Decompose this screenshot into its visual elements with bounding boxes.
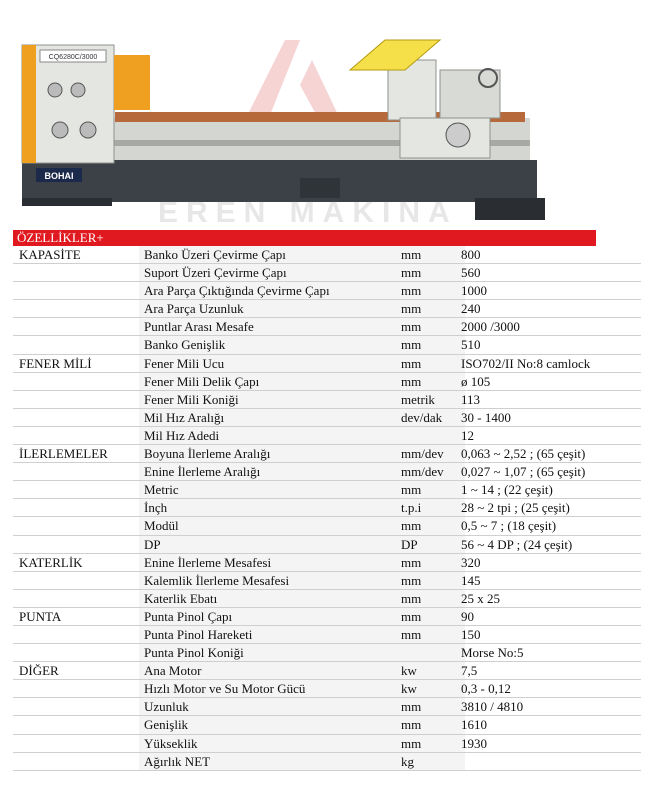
row-spec-name: Metric xyxy=(144,482,179,498)
row-spec-name: Banko Genişlik xyxy=(144,337,226,353)
row-value: 0,3 - 0,12 xyxy=(461,681,511,697)
row-category: İLERLEMELER xyxy=(19,446,108,462)
row-value: 0,063 ~ 2,52 ; (65 çeşit) xyxy=(461,446,586,462)
row-unit: mm xyxy=(401,319,422,335)
row-category: KAPASİTE xyxy=(19,247,81,262)
row-value: 1000 xyxy=(461,283,487,299)
table-row xyxy=(13,662,641,680)
row-value: 150 xyxy=(461,626,481,642)
table-row xyxy=(13,246,641,264)
row-spec-name: Yükseklik xyxy=(144,735,198,751)
row-spec-name: Ara Parça Çıktığında Çevirme Çapı xyxy=(144,283,330,299)
brand-badge-text: BOHAI xyxy=(44,171,74,181)
machine-photo xyxy=(0,0,655,226)
row-value: 1 ~ 14 ; (22 çeşit) xyxy=(461,482,553,498)
row-unit: mm xyxy=(401,626,422,642)
gear-knob xyxy=(71,83,85,97)
row-spec-name: Enine İlerleme Mesafesi xyxy=(144,554,272,570)
features-header: ÖZELLİKLER+ xyxy=(13,230,596,246)
row-spec-name: Ağırlık NET xyxy=(144,753,211,769)
row-spec-name: DP xyxy=(144,536,161,552)
row-unit: mm xyxy=(401,572,422,588)
row-value: 800 xyxy=(461,247,481,262)
table-row xyxy=(13,680,641,698)
row-value: Morse No:5 xyxy=(461,645,524,661)
row-unit: mm xyxy=(401,590,422,606)
row-spec-name: Uzunluk xyxy=(144,699,189,715)
row-value: 510 xyxy=(461,337,481,353)
tailstock xyxy=(440,70,500,118)
machine-foot-right xyxy=(475,198,545,220)
row-spec-name: Puntlar Arası Mesafe xyxy=(144,319,254,335)
table-row xyxy=(13,536,641,554)
row-value: 90 xyxy=(461,608,474,624)
table-row xyxy=(13,554,641,572)
table-row xyxy=(13,499,641,517)
row-unit: kg xyxy=(401,753,414,769)
row-spec-name: Modül xyxy=(144,518,179,534)
row-unit: mm xyxy=(401,373,422,389)
row-spec-name: Fener Mili Koniği xyxy=(144,391,239,407)
row-value: 145 xyxy=(461,572,481,588)
table-row xyxy=(13,355,641,373)
row-unit: mm xyxy=(401,699,422,715)
row-value: ISO702/II No:8 camlock xyxy=(461,355,591,371)
spec-table xyxy=(13,246,641,771)
row-unit: mm xyxy=(401,608,422,624)
photo-watermark-text: EREN MAKINA xyxy=(158,196,458,226)
row-spec-name: Genişlik xyxy=(144,717,189,733)
table-row xyxy=(13,517,641,535)
row-unit: metrik xyxy=(401,391,435,407)
row-value: 28 ~ 2 tpi ; (25 çeşit) xyxy=(461,500,570,516)
row-unit: mm xyxy=(401,355,422,371)
row-unit: mm xyxy=(401,265,422,281)
row-unit: mm xyxy=(401,283,422,299)
row-value: ø 105 xyxy=(461,373,491,389)
row-category: KATERLİK xyxy=(19,554,83,570)
row-unit: DP xyxy=(401,536,418,552)
table-row xyxy=(13,481,641,499)
row-value: 2000 /3000 xyxy=(461,319,520,335)
table-row xyxy=(13,336,641,354)
row-spec-name: Punta Pinol Çapı xyxy=(144,608,233,624)
apron xyxy=(400,118,490,158)
table-row xyxy=(13,572,641,590)
table-row xyxy=(13,698,641,716)
row-category: FENER MİLİ xyxy=(19,355,92,371)
handwheel xyxy=(446,123,470,147)
row-unit: dev/dak xyxy=(401,409,443,425)
table-row xyxy=(13,427,641,445)
row-unit: mm xyxy=(401,337,422,353)
chuck-guard xyxy=(114,55,150,110)
table-row xyxy=(13,626,641,644)
row-spec-name: İnçh xyxy=(144,500,168,516)
row-unit: mm/dev xyxy=(401,446,444,462)
row-spec-name: Fener Mili Ucu xyxy=(144,355,225,371)
table-row xyxy=(13,300,641,318)
row-value: 560 xyxy=(461,265,481,281)
row-spec-name: Ana Motor xyxy=(144,663,202,679)
table-row xyxy=(13,391,641,409)
row-spec-name: Enine İlerleme Aralığı xyxy=(144,464,261,480)
table-row xyxy=(13,735,641,753)
row-unit: mm xyxy=(401,717,422,733)
row-value: 12 xyxy=(461,427,474,443)
gear-knob xyxy=(80,122,96,138)
row-unit: mm xyxy=(401,247,422,262)
row-value: 113 xyxy=(461,391,481,407)
row-unit: mm xyxy=(401,482,422,498)
row-spec-name: Boyuna İlerleme Aralığı xyxy=(144,446,271,462)
row-unit: mm xyxy=(401,735,422,751)
row-unit: mm xyxy=(401,301,422,317)
table-row xyxy=(13,753,641,771)
row-value: 240 xyxy=(461,301,481,317)
row-spec-name: Ara Parça Uzunluk xyxy=(144,301,244,317)
row-value: 1930 xyxy=(461,735,487,751)
machine-foot-mid xyxy=(300,178,340,198)
model-plate-text: CQ6280C/3000 xyxy=(48,54,98,61)
row-spec-name: Katerlik Ebatı xyxy=(144,590,218,606)
row-unit: mm xyxy=(401,518,422,534)
row-category: PUNTA xyxy=(19,608,62,624)
row-unit: kw xyxy=(401,681,417,697)
table-row xyxy=(13,409,641,427)
table-row xyxy=(13,264,641,282)
machine-foot-left xyxy=(22,198,112,206)
row-spec-name: Banko Üzeri Çevirme Çapı xyxy=(144,247,286,262)
headstock-orange-panel xyxy=(22,45,36,163)
row-value: 3810 / 4810 xyxy=(461,699,524,715)
row-spec-name: Mil Hız Adedi xyxy=(144,427,220,443)
row-value: 30 - 1400 xyxy=(461,409,511,425)
row-value: 1610 xyxy=(461,717,487,733)
table-row xyxy=(13,373,641,391)
row-spec-name: Punta Pinol Hareketi xyxy=(144,626,253,642)
lathe-illustration xyxy=(0,0,655,226)
row-category: DİĞER xyxy=(19,663,59,679)
row-value: 7,5 xyxy=(461,663,478,679)
row-value: 320 xyxy=(461,554,481,570)
row-spec-name: Mil Hız Aralığı xyxy=(144,409,225,425)
row-spec-name: Punta Pinol Koniği xyxy=(144,645,244,661)
table-row xyxy=(13,608,641,626)
row-unit: t.p.i xyxy=(401,500,422,516)
table-row xyxy=(13,644,641,662)
row-value: 56 ~ 4 DP ; (24 çeşit) xyxy=(461,536,573,552)
row-unit: kw xyxy=(401,663,417,679)
table-row xyxy=(13,445,641,463)
table-row xyxy=(13,282,641,300)
gear-knob xyxy=(52,122,68,138)
table-row xyxy=(13,318,641,336)
row-spec-name: Suport Üzeri Çevirme Çapı xyxy=(144,265,287,281)
row-spec-name: Kalemlik İlerleme Mesafesi xyxy=(144,572,290,588)
table-row xyxy=(13,716,641,734)
row-unit: mm/dev xyxy=(401,464,444,480)
row-value: 0,027 ~ 1,07 ; (65 çeşit) xyxy=(461,464,586,480)
row-spec-name: Hızlı Motor ve Su Motor Gücü xyxy=(144,681,306,697)
table-row xyxy=(13,463,641,481)
row-value: 25 x 25 xyxy=(461,590,500,606)
gear-knob xyxy=(48,83,62,97)
table-row xyxy=(13,590,641,608)
row-unit: mm xyxy=(401,554,422,570)
row-value: 0,5 ~ 7 ; (18 çeşit) xyxy=(461,518,557,534)
row-spec-name: Fener Mili Delik Çapı xyxy=(144,373,260,389)
